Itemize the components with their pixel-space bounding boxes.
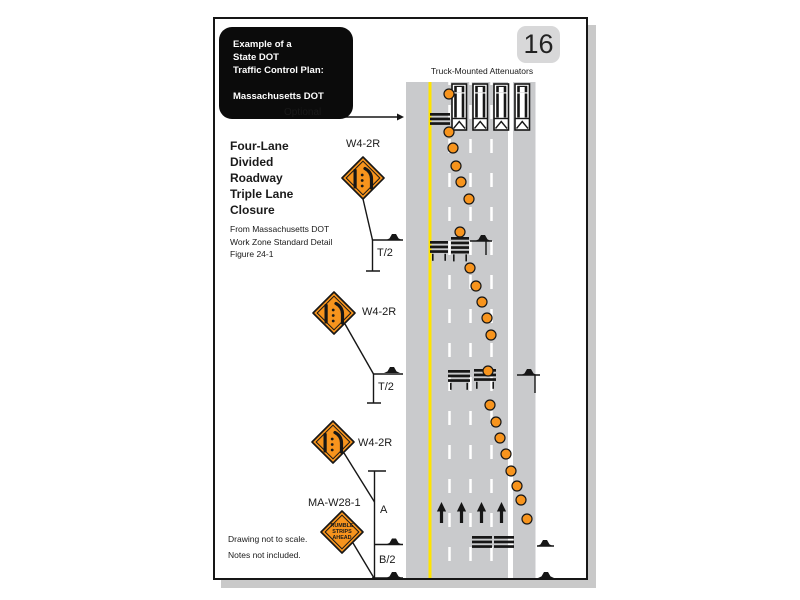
vehicle-marker (384, 367, 400, 373)
channelizer-drum (456, 177, 466, 187)
attenuators-label: Truck-Mounted Attenuators (430, 66, 534, 76)
vehicle-marker (386, 539, 402, 545)
rumble-sign-text (324, 523, 360, 542)
truck-mounted-attenuator (515, 84, 530, 130)
dim-t2-upper: T/2 (377, 247, 393, 259)
channelizer-drum (516, 495, 526, 505)
dim-t2-lower: T/2 (378, 381, 394, 393)
vehicle-marker (538, 572, 554, 578)
dim-b2: B/2 (379, 554, 396, 566)
rumble-sign-line: AHEAD (332, 535, 352, 542)
page-number-badge (517, 26, 560, 63)
truck-mounted-attenuator (473, 84, 488, 130)
rumble-sign-line: STRIPS (332, 529, 352, 536)
headline-line: Triple Lane (230, 187, 294, 201)
channelizer-drum (455, 227, 465, 237)
channelizer-drum (471, 281, 481, 291)
truck-mounted-attenuator (494, 84, 509, 130)
title-spacer (233, 77, 345, 90)
title-line: Massachusetts DOT (233, 91, 324, 102)
vehicle-hump-icon (386, 539, 402, 545)
sign-leader-line (363, 199, 373, 240)
vehicle-hump-icon (386, 572, 402, 578)
note-not-to-scale: Drawing not to scale. (228, 534, 308, 544)
title-line: Traffic Control Plan: (233, 65, 324, 76)
vehicle-marker (386, 572, 402, 578)
channelizer-drum (464, 194, 474, 204)
sign-leader-line (345, 324, 374, 374)
dim-a: A (380, 504, 388, 516)
sign-label-w4-2r-2: W4-2R (362, 306, 397, 318)
plan-sheet (213, 17, 588, 580)
sign-leader-line (353, 543, 374, 578)
w4-2r-sign-icon (313, 292, 355, 334)
yellow-edge-line (429, 82, 432, 578)
rumble-strips (472, 536, 492, 548)
channelizer-drum (495, 433, 505, 443)
vehicle-marker (386, 234, 402, 240)
sign-label-w4-2r-1: W4-2R (346, 138, 381, 150)
channelizer-drum (451, 161, 461, 171)
vehicle-hump-icon (386, 234, 402, 240)
channelizer-drum (506, 466, 516, 476)
vehicle-hump-icon (538, 572, 554, 578)
channelizer-drum (485, 400, 495, 410)
channelizer-drum (512, 481, 522, 491)
rumble-sign-line: RUMBLE (330, 523, 354, 529)
sign-label-ma-w28-1: MA-W28-1 (308, 497, 361, 509)
rumble-strips (430, 113, 450, 125)
headline-line: Roadway (230, 171, 283, 185)
channelizer-drum (501, 449, 511, 459)
sign-label-w4-2r-3: W4-2R (358, 437, 393, 449)
w4-2r-sign-icon (342, 157, 384, 199)
source-line: Work Zone Standard Detail (230, 236, 333, 247)
sign-leader-line (344, 453, 375, 502)
w4-2r-sign-icon (312, 421, 354, 463)
truck-mounted-attenuator (452, 84, 467, 130)
optional-label: Optional (284, 107, 322, 118)
channelizer-drum (482, 313, 492, 323)
vehicle-marker (537, 540, 554, 546)
channelizer-drum (477, 297, 487, 307)
page-number: 16 (523, 29, 554, 59)
plan-headline (230, 138, 293, 218)
channelizer-drum (491, 417, 501, 427)
channelizer-drum (444, 89, 454, 99)
title-box (219, 27, 353, 119)
channelizer-drum (522, 514, 532, 524)
channelizer-drum (465, 263, 475, 273)
channelizer-drum (486, 330, 496, 340)
rumble-strips (494, 536, 514, 548)
title-line: State DOT (233, 52, 279, 63)
channelizer-drum (444, 127, 454, 137)
headline-line: Four-Lane (230, 139, 289, 153)
source-line: From Massachusetts DOT (230, 224, 330, 234)
vehicle-hump-icon (384, 367, 400, 373)
headline-line: Divided (230, 155, 274, 169)
source-line: Figure 24-1 (230, 249, 274, 259)
headline-line: Closure (230, 203, 275, 217)
note-not-included: Notes not included. (228, 550, 301, 560)
channelizer-drum (448, 143, 458, 153)
source-note (230, 223, 332, 261)
vehicle-hump-icon (537, 540, 553, 546)
title-line: Example of a (233, 39, 292, 50)
channelizer-drum (483, 366, 493, 376)
